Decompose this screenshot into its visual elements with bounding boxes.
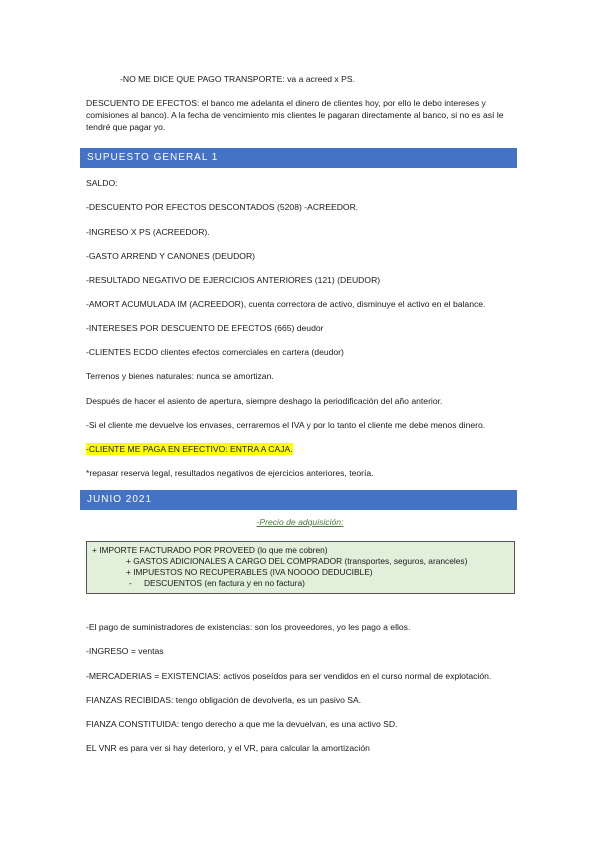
text-line: -CLIENTES ECDO clientes efectos comerciales en cartera (deudor): [86, 347, 344, 357]
section-heading-supuesto: SUPUESTO GENERAL 1: [80, 148, 517, 168]
text-line: -MERCADERIAS = EXISTENCIAS: activos poseídos para ser vendidos en el curso normal de explotación.: [86, 671, 492, 681]
box-line: + IMPUESTOS NO RECUPERABLES (IVA NOOOO DEDUCIBLE): [126, 567, 373, 577]
box-dash: -: [129, 578, 132, 588]
transport-note: -NO ME DICE QUE PAGO TRANSPORTE: va a acreed x PS.: [120, 74, 355, 84]
box-line: + GASTOS ADICIONALES A CARGO DEL COMPRADOR (transportes, seguros, aranceles): [126, 556, 468, 566]
precio-adquisicion-box: [86, 541, 515, 594]
text-line: Después de hacer el asiento de apertura, siempre deshago la periodificación del año anterior.: [86, 396, 443, 406]
text-line: -GASTO ARREND Y CANONES (DEUDOR): [86, 251, 256, 261]
text-line: -RESULTADO NEGATIVO DE EJERCICIOS ANTERIORES (121) (DEUDOR): [86, 275, 381, 285]
text-line: FIANZA CONSTITUIDA: tengo derecho a que me la devuelvan, es una activo SD.: [86, 719, 398, 729]
text-line: -INGRESO = ventas: [86, 646, 164, 656]
text-line: EL VNR es para ver si hay deterioro, y el VR, para calcular la amortización: [86, 743, 370, 753]
text-line: -El pago de suministradores de existencias: son los proveedores, yo les pago a ellos.: [86, 622, 411, 632]
highlighted-line: -CLIENTE ME PAGA EN EFECTIVO: ENTRA A CAJA.: [86, 444, 293, 454]
box-line: + IMPORTE FACTURADO POR PROVEED (lo que me cobren): [92, 545, 328, 555]
text-line: -INTERESES POR DESCUENTO DE EFECTOS (665) deudor: [86, 323, 324, 333]
descuento-efectos-paragraph: DESCUENTO DE EFECTOS: el banco me adelanta el dinero de clientes hoy, por ello le debo intereses y comisiones al banco). A la fecha de vencimiento mis clientes le pagaran directamente al banco, si no es así le tendré que pagar yo.: [86, 98, 504, 132]
text-line: -DESCUENTO POR EFECTOS DESCONTADOS (5208) -ACREEDOR.: [86, 202, 359, 212]
text-line: *repasar reserva legal, resultados negativos de ejercicios anteriores, teoría.: [86, 468, 374, 478]
text-line: FIANZAS RECIBIDAS: tengo obligación de devolverla, es un pasivo SA.: [86, 695, 362, 705]
box-line: DESCUENTOS (en factura y en no factura): [144, 578, 305, 588]
text-line: -Si el cliente me devuelve los envases, cerraremos el IVA y por lo tanto el cliente me debe menos dinero.: [86, 420, 486, 430]
text-line: SALDO:: [86, 178, 118, 188]
text-line: Terrenos y bienes naturales: nunca se amortizan.: [86, 371, 274, 381]
text-line: -INGRESO X PS (ACREEDOR).: [86, 227, 210, 237]
section-heading-junio: JUNIO 2021: [80, 490, 517, 510]
precio-adquisicion-subtitle: -Precio de adquisición:: [256, 517, 344, 527]
text-line: -AMORT ACUMULADA IM (ACREEDOR), cuenta correctora de activo, disminuye el activo en el balance.: [86, 299, 486, 309]
